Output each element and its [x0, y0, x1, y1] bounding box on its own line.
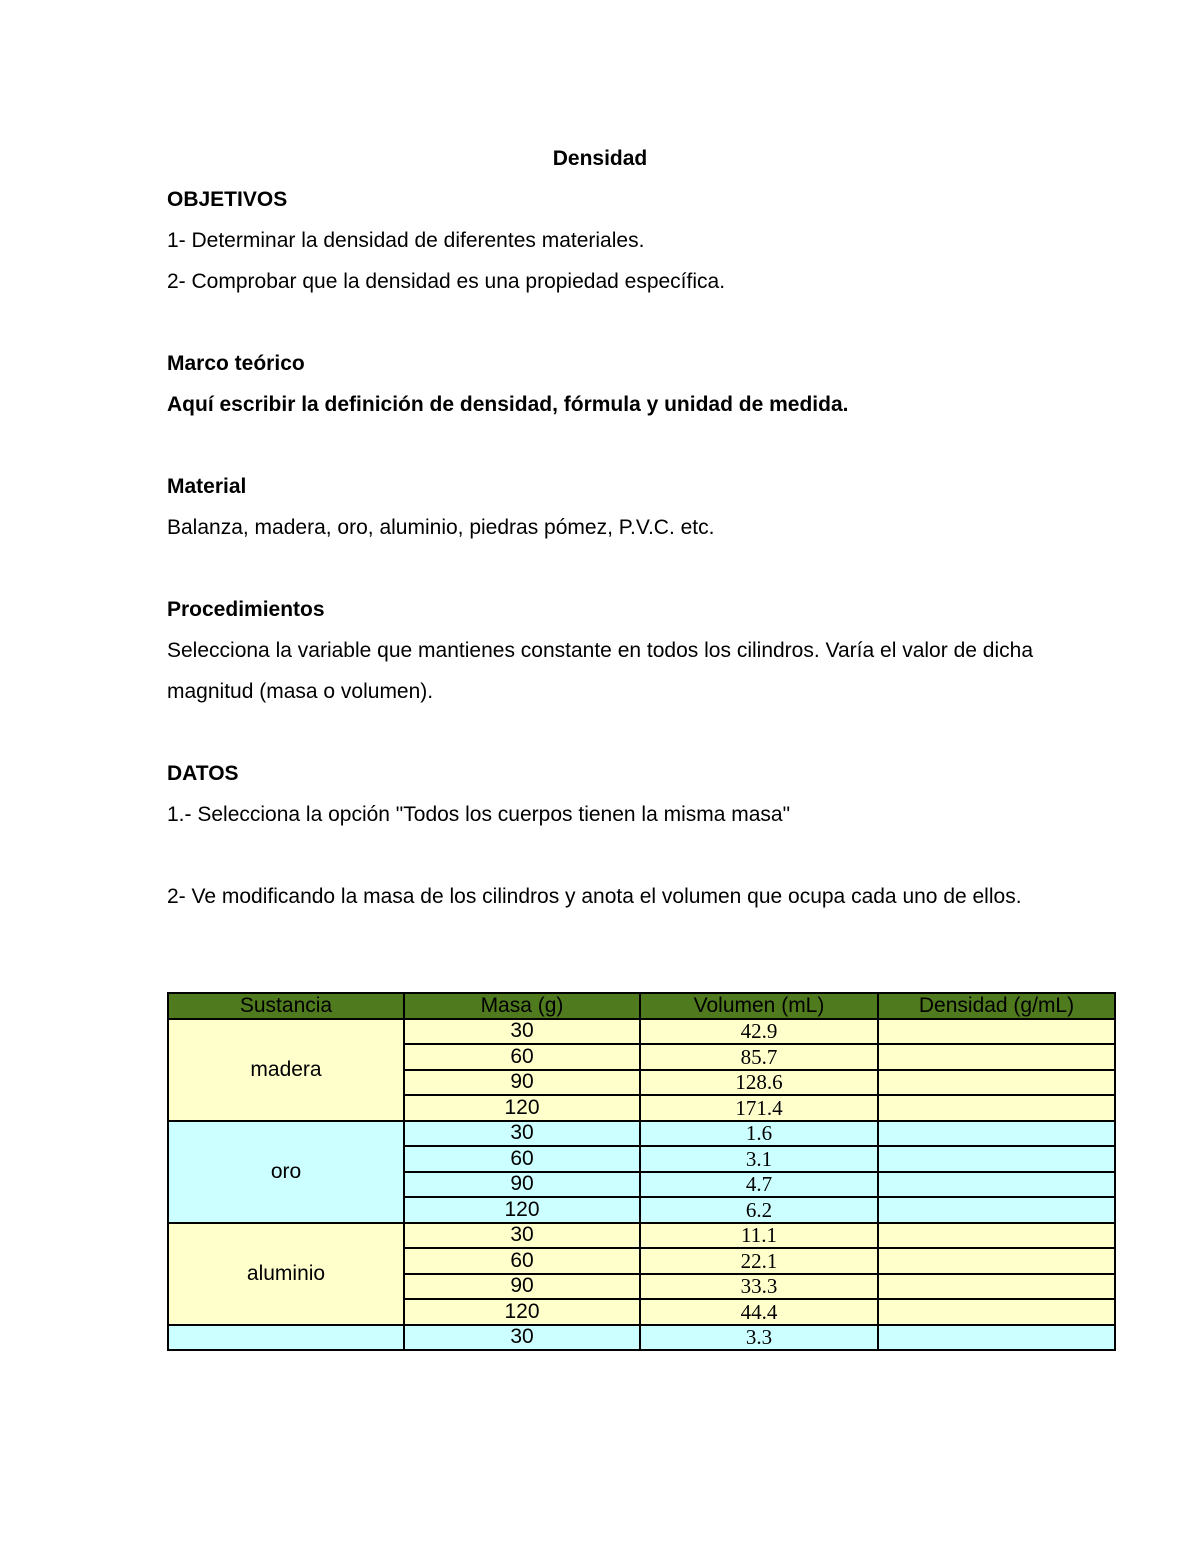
- datos-step-2: 2- Ve modificando la masa de los cilindros y anota el volumen que ocupa cada uno de ellos.: [167, 885, 1022, 908]
- procedimientos-heading: Procedimientos: [167, 598, 325, 621]
- objetivo-item-1: 1- Determinar la densidad de diferentes materiales.: [167, 229, 645, 252]
- cell-densidad[interactable]: [878, 1146, 1115, 1172]
- spacer: [167, 712, 1033, 753]
- header-densidad: Densidad (g/mL): [878, 993, 1115, 1019]
- table-row: [168, 1121, 1115, 1147]
- marco-heading: Marco teórico: [167, 352, 305, 375]
- cell-volumen: 3.3: [640, 1325, 878, 1351]
- material-text: Balanza, madera, oro, aluminio, piedras pómez, P.V.C. etc.: [167, 516, 715, 539]
- density-table: [167, 992, 1116, 1351]
- cell-volumen: 4.7: [640, 1172, 878, 1198]
- cell-densidad[interactable]: [878, 1197, 1115, 1223]
- cell-volumen: 128.6: [640, 1070, 878, 1096]
- procedimientos-text: Selecciona la variable que mantienes constante en todos los cilindros. Varía el valor de dicha magnitud (masa o volumen).: [167, 639, 1033, 703]
- cell-densidad[interactable]: [878, 1121, 1115, 1147]
- spacer: [167, 835, 1033, 876]
- cell-sustancia: madera: [168, 1019, 404, 1121]
- cell-volumen: 85.7: [640, 1044, 878, 1070]
- cell-volumen: 33.3: [640, 1274, 878, 1300]
- objetivos-heading: OBJETIVOS: [167, 188, 288, 211]
- cell-densidad[interactable]: [878, 1019, 1115, 1045]
- header-volumen: Volumen (mL): [640, 993, 878, 1019]
- cell-volumen: 6.2: [640, 1197, 878, 1223]
- document-title: Densidad: [552, 147, 648, 170]
- density-table-container: [167, 992, 1114, 1351]
- table-row: [168, 1223, 1115, 1249]
- cell-densidad[interactable]: [878, 1299, 1115, 1325]
- cell-volumen: 3.1: [640, 1146, 878, 1172]
- cell-densidad[interactable]: [878, 1223, 1115, 1249]
- cell-densidad[interactable]: [878, 1172, 1115, 1198]
- table-row: [168, 1019, 1115, 1045]
- cell-densidad[interactable]: [878, 1070, 1115, 1096]
- cell-masa: 30: [404, 1223, 640, 1249]
- cell-densidad[interactable]: [878, 1095, 1115, 1121]
- cell-sustancia: oro: [168, 1121, 404, 1223]
- cell-volumen: 171.4: [640, 1095, 878, 1121]
- spacer: [167, 425, 1033, 466]
- spacer: [167, 548, 1033, 589]
- cell-masa: 60: [404, 1146, 640, 1172]
- table-row: [168, 1325, 1115, 1351]
- cell-volumen: 1.6: [640, 1121, 878, 1147]
- datos-heading: DATOS: [167, 762, 239, 785]
- cell-masa: 60: [404, 1044, 640, 1070]
- cell-masa: 30: [404, 1121, 640, 1147]
- cell-densidad[interactable]: [878, 1325, 1115, 1351]
- document-page: [167, 138, 1033, 917]
- table-header-row: [168, 993, 1115, 1019]
- cell-masa: 90: [404, 1274, 640, 1300]
- header-masa: Masa (g): [404, 993, 640, 1019]
- cell-masa: 120: [404, 1299, 640, 1325]
- cell-volumen: 44.4: [640, 1299, 878, 1325]
- cell-densidad[interactable]: [878, 1274, 1115, 1300]
- cell-masa: 90: [404, 1172, 640, 1198]
- objetivo-item-2: 2- Comprobar que la densidad es una propiedad específica.: [167, 270, 726, 293]
- cell-volumen: 11.1: [640, 1223, 878, 1249]
- cell-masa: 120: [404, 1197, 640, 1223]
- cell-masa: 30: [404, 1325, 640, 1351]
- cell-volumen: 22.1: [640, 1248, 878, 1274]
- cell-sustancia: aluminio: [168, 1223, 404, 1325]
- cell-densidad[interactable]: [878, 1044, 1115, 1070]
- cell-volumen: 42.9: [640, 1019, 878, 1045]
- datos-step-1: 1.- Selecciona la opción "Todos los cuerpos tienen la misma masa": [167, 803, 791, 826]
- spacer: [167, 302, 1033, 343]
- marco-instruction: Aquí escribir la definición de densidad, fórmula y unidad de medida.: [167, 393, 849, 416]
- cell-masa: 60: [404, 1248, 640, 1274]
- cell-masa: 90: [404, 1070, 640, 1096]
- cell-sustancia: [168, 1325, 404, 1351]
- header-sustancia: Sustancia: [168, 993, 404, 1019]
- cell-densidad[interactable]: [878, 1248, 1115, 1274]
- cell-masa: 30: [404, 1019, 640, 1045]
- cell-masa: 120: [404, 1095, 640, 1121]
- table-body: [168, 1019, 1115, 1351]
- material-heading: Material: [167, 475, 247, 498]
